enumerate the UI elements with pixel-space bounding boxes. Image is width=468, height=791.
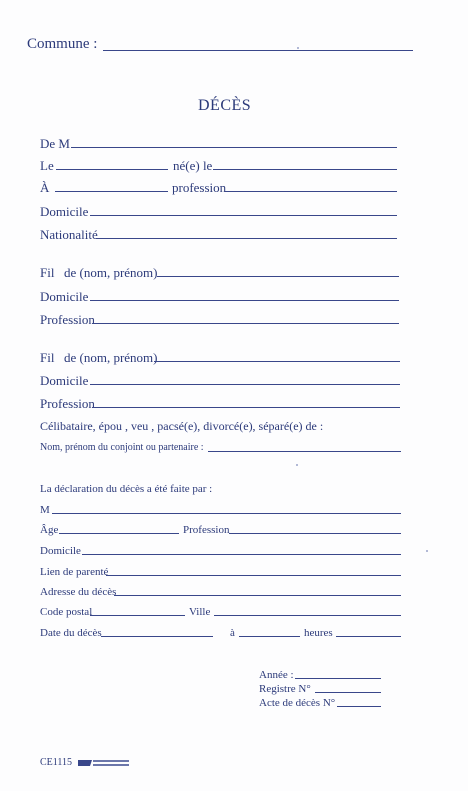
date-deces-a-label: à: [230, 627, 235, 639]
heures-label: heures: [304, 627, 333, 639]
ville-label: Ville: [189, 606, 211, 618]
print-speck: [296, 464, 298, 466]
civil-status-label: Célibataire, épou , veu , pacsé(e), divorcé(e), séparé(e) de :: [40, 419, 324, 433]
adresse-deces-label: Adresse du décès: [40, 586, 117, 598]
adresse-deces-field[interactable]: [114, 595, 401, 596]
profession-label: profession: [172, 180, 227, 195]
code-postal-label: Code postal: [40, 606, 93, 618]
spouse-field[interactable]: [208, 451, 401, 452]
parent2-nom-label: de (nom, prénom): [64, 350, 158, 365]
domicile-field[interactable]: [90, 215, 397, 216]
date-deces-label: Date du décès: [40, 627, 102, 639]
date-deces-field[interactable]: [101, 636, 213, 637]
parent1-nom-field[interactable]: [157, 276, 399, 277]
page-title: DÉCÈS: [198, 97, 252, 114]
parent1-domicile-label: Domicile: [40, 289, 89, 304]
collectivites-equipements-logo-icon: [78, 758, 130, 768]
spouse-label: Nom, prénom du conjoint ou partenaire :: [40, 442, 204, 453]
print-speck: [297, 47, 299, 49]
annee-field[interactable]: [295, 678, 381, 679]
annee-label: Année :: [259, 669, 294, 681]
le-label: Le: [40, 158, 54, 173]
parent1-domicile-field[interactable]: [90, 300, 399, 301]
parent2-nom-field[interactable]: [154, 361, 400, 362]
parent2-domicile-label: Domicile: [40, 373, 89, 388]
nationalite-field[interactable]: [96, 238, 397, 239]
parent1-profession-label: Profession: [40, 312, 95, 327]
parent2-domicile-field[interactable]: [90, 384, 400, 385]
profession-field[interactable]: [225, 191, 397, 192]
declarant-intro: La déclaration du décès a été faite par :: [40, 483, 213, 495]
declarant-age-field[interactable]: [59, 533, 179, 534]
de-m-label: De M: [40, 136, 70, 151]
registre-label: Registre N°: [259, 683, 311, 695]
parent2-profession-field[interactable]: [92, 407, 400, 408]
parent1-profession-field[interactable]: [92, 323, 399, 324]
acte-field[interactable]: [337, 706, 381, 707]
code-postal-field[interactable]: [90, 615, 185, 616]
declarant-m-field[interactable]: [52, 513, 401, 514]
print-speck: [426, 550, 428, 552]
commune-label: Commune :: [27, 36, 98, 52]
registre-field[interactable]: [315, 692, 381, 693]
declarant-lien-field[interactable]: [106, 575, 401, 576]
acte-label: Acte de décès N°: [259, 697, 336, 709]
declarant-m-label: M: [40, 504, 50, 516]
a-label: À: [40, 180, 50, 195]
declarant-profession-field[interactable]: [229, 533, 401, 534]
parent2-profession-label: Profession: [40, 396, 95, 411]
declarant-domicile-label: Domicile: [40, 545, 81, 557]
parent1-fil-label: Fil: [40, 265, 55, 280]
ville-field[interactable]: [214, 615, 401, 616]
ne-le-field[interactable]: [213, 169, 397, 170]
nationalite-label: Nationalité: [40, 227, 98, 242]
form-code: CE1115: [40, 757, 73, 768]
declarant-age-label: Âge: [40, 524, 59, 536]
parent1-nom-label: de (nom, prénom): [64, 265, 158, 280]
declarant-profession-label: Profession: [183, 524, 230, 536]
de-m-field[interactable]: [71, 147, 397, 148]
heures-field[interactable]: [336, 636, 401, 637]
declarant-domicile-field[interactable]: [82, 554, 401, 555]
ne-le-label: né(e) le: [173, 158, 213, 173]
declarant-lien-label: Lien de parenté: [40, 566, 109, 578]
heure-deces-field[interactable]: [239, 636, 300, 637]
parent2-fil-label: Fil: [40, 350, 55, 365]
domicile-label: Domicile: [40, 204, 89, 219]
commune-field[interactable]: [103, 50, 413, 51]
a-field[interactable]: [55, 191, 168, 192]
le-field[interactable]: [56, 169, 168, 170]
